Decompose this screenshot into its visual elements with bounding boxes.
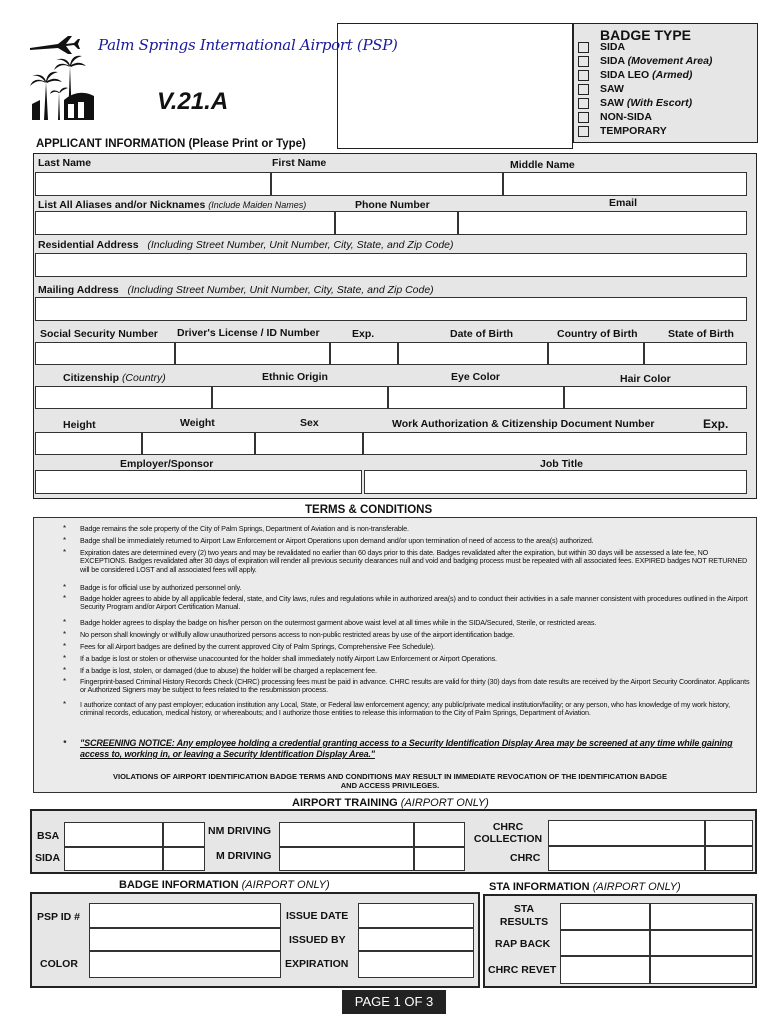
exp2-label: Exp.: [703, 417, 729, 431]
terms-item: * If a badge is lost or stolen or otherwise unaccounted for the holder shall immediately notify Airport Law Enforcement or Airport Operations.: [63, 654, 497, 663]
citizenship-label: Citizenship (Country): [63, 372, 166, 384]
terms-item: * Expiration dates are determined every (2) two years and may be revalidated no earlier than 60 days prior to this date. Badges revalidated after the expiration, but within 30 days will be assessed a late fee, NO EXCEPTIONS. Badges revalidated after 30 days of expiration will render all previous security clearances null and void and badging process must be repeated with all associated fees. EXPIRED badges NOT RETURNED will be considered LOST and all associated fees will apply.: [63, 548, 748, 574]
terms-item: * Badge remains the sole property of the City of Palm Springs, Department of Aviation and is non-transferable.: [63, 524, 409, 533]
exp-input[interactable]: [330, 342, 398, 365]
hair-label: Hair Color: [620, 373, 671, 385]
sta-results-input[interactable]: [560, 903, 650, 930]
cob-input[interactable]: [548, 342, 644, 365]
mailing-input[interactable]: [35, 297, 747, 321]
nm-driving-input[interactable]: [279, 822, 414, 847]
ssn-label: Social Security Number: [40, 328, 158, 340]
photo-box: [337, 23, 573, 149]
sex-label: Sex: [300, 417, 319, 429]
last-name-label: Last Name: [38, 157, 92, 169]
employer-input[interactable]: [35, 470, 362, 494]
sex-input[interactable]: [255, 432, 363, 455]
rap-back-label: RAP BACK: [495, 938, 551, 950]
m-driving-input[interactable]: [279, 847, 414, 871]
applicant-section-title: APPLICANT INFORMATION (Please Print or Type): [36, 138, 306, 150]
terms-item: * Badge holder agrees to abide by all applicable federal, state, and City laws, rules and regulations while in authorized area(s) and to conduct their activities in a safe manner consistent with procedures outlined in the Airport Security Program and/or Airport Certification Manual.: [63, 594, 748, 612]
form-version: V.21.A: [157, 88, 229, 115]
rap-back-date-input[interactable]: [650, 930, 753, 956]
chrc-collection-label: CHRC COLLECTION: [473, 821, 543, 845]
terms-item: * Badge shall be immediately returned to Airport Law Enforcement or Airport Operations upon demand and/or upon termination of need of access to the area(s) authorized.: [63, 536, 594, 545]
ethnic-input[interactable]: [212, 386, 388, 409]
m-driving-date-input[interactable]: [414, 847, 465, 871]
email-label: Email: [609, 197, 638, 209]
issue-date-label: ISSUE DATE: [286, 910, 349, 922]
m-driving-label: M DRIVING: [216, 850, 272, 862]
residential-input[interactable]: [35, 253, 747, 277]
badge-option-saw: SAW: [600, 83, 624, 95]
chrc-collection-input[interactable]: [548, 820, 705, 846]
sob-input[interactable]: [644, 342, 747, 365]
checkbox-sida-leo[interactable]: [578, 70, 589, 81]
dl-label: Driver's License / ID Number: [177, 327, 320, 339]
work-auth-label: Work Authorization & Citizenship Document Number: [392, 418, 655, 430]
bsa-date-input[interactable]: [163, 822, 205, 847]
checkbox-non-sida[interactable]: [578, 112, 589, 123]
middle-name-input[interactable]: [503, 172, 747, 196]
height-label: Height: [63, 419, 96, 431]
work-auth-input[interactable]: [363, 432, 747, 455]
sta-results-label: STA RESULTS: [499, 903, 549, 928]
eye-input[interactable]: [388, 386, 564, 409]
badge-info-title: BADGE INFORMATION (AIRPORT ONLY): [119, 879, 330, 891]
psp-id-extra-input[interactable]: [89, 928, 281, 951]
chrc-date-input[interactable]: [705, 846, 753, 871]
sta-results-date-input[interactable]: [650, 903, 753, 930]
ssn-input[interactable]: [35, 342, 175, 365]
employer-label: Employer/Sponsor: [120, 458, 214, 470]
terms-item: * Fingerprint-based Criminal History Records Check (CHRC) processing fees must be paid in advance. CHRC results are valid for thirty (30) days from date results are received by the Airport Security Coordinator. Applicants or Authorized Signers may be subject to fees related to the resubmission process.: [63, 677, 750, 695]
bsa-label: BSA: [37, 830, 60, 842]
sta-info-title: STA INFORMATION (AIRPORT ONLY): [489, 881, 681, 893]
badge-type-title: BADGE TYPE: [600, 27, 692, 43]
violations-notice: VIOLATIONS OF AIRPORT IDENTIFICATION BADGE TERMS AND CONDITIONS MAY RESULT IN IMMEDIATE REVOCATION OF THE IDENTIFICATION BADGE AND ACCESS PRIVILEGES.: [112, 772, 668, 790]
height-input[interactable]: [35, 432, 142, 455]
airport-logo: [28, 30, 108, 122]
citizenship-input[interactable]: [35, 386, 212, 409]
ethnic-label: Ethnic Origin: [262, 371, 328, 383]
checkbox-temporary[interactable]: [578, 126, 589, 137]
weight-label: Weight: [180, 417, 215, 429]
eye-label: Eye Color: [451, 371, 501, 383]
psp-id-label: PSP ID #: [37, 911, 80, 923]
terms-item: * No person shall knowingly or willfully allow unauthorized persons access to non-public restricted areas by use of the airport identification badge.: [63, 630, 515, 639]
chrc-label: CHRC: [510, 852, 541, 864]
rap-back-input[interactable]: [560, 930, 650, 956]
first-name-input[interactable]: [271, 172, 503, 196]
weight-input[interactable]: [142, 432, 255, 455]
middle-name-label: Middle Name: [510, 159, 575, 171]
screening-notice: * "SCREENING NOTICE: Any employee holding a credential granting access to a Security Identification Display Area may be screened at any time while gaining access to, working in, or leaving a Security Identification Display Area.": [63, 738, 733, 759]
sida-training-input[interactable]: [64, 847, 163, 871]
cob-label: Country of Birth: [557, 328, 638, 340]
first-name-label: First Name: [272, 157, 327, 169]
color-input[interactable]: [89, 951, 281, 978]
nm-driving-date-input[interactable]: [414, 822, 465, 847]
chrc-input[interactable]: [548, 846, 705, 871]
nm-driving-label: NM DRIVING: [208, 825, 271, 837]
airport-name: Palm Springs International Airport (PSP): [98, 36, 398, 54]
badge-option-non-sida: NON-SIDA: [600, 111, 652, 123]
checkbox-sida[interactable]: [578, 42, 589, 53]
checkbox-saw[interactable]: [578, 84, 589, 95]
checkbox-sida-movement[interactable]: [578, 56, 589, 67]
hair-input[interactable]: [564, 386, 747, 409]
issued-by-input[interactable]: [358, 928, 474, 951]
exp-label: Exp.: [352, 328, 375, 340]
terms-item: * Badge is for official use by authorized personnel only.: [63, 583, 242, 592]
dob-input[interactable]: [398, 342, 548, 365]
terms-title: TERMS & CONDITIONS: [305, 504, 433, 516]
terms-item: * Badge holder agrees to display the badge on his/her person on the outermost garment above waist level at all times while in the SIDA/Secured, Sterile, or restricted areas.: [63, 618, 597, 627]
badge-option-sida: SIDA: [600, 41, 626, 53]
chrc-revet-label: CHRC REVET: [488, 964, 557, 976]
sida-training-date-input[interactable]: [163, 847, 205, 871]
dl-input[interactable]: [175, 342, 330, 365]
sob-label: State of Birth: [668, 328, 734, 340]
chrc-collection-date-input[interactable]: [705, 820, 753, 846]
page-indicator: PAGE 1 OF 3: [342, 990, 446, 1014]
chrc-revet-input[interactable]: [560, 956, 650, 984]
terms-item: * Fees for all Airport badges are defined by the current approved City of Palm Springs, Comprehensive Fee Schedule).: [63, 642, 435, 651]
bsa-input[interactable]: [64, 822, 163, 847]
sida-training-label: SIDA: [35, 852, 61, 864]
aliases-label: List All Aliases and/or Nicknames (Include Maiden Names): [38, 199, 307, 211]
terms-item: * If a badge is lost, stolen, or damaged (due to abuse) the holder will be charged a replacement fee.: [63, 666, 377, 675]
dob-label: Date of Birth: [450, 328, 513, 340]
mailing-label: Mailing Address (Including Street Number, Unit Number, City, State, and Zip Code): [38, 284, 434, 296]
last-name-input[interactable]: [35, 172, 271, 196]
phone-label: Phone Number: [355, 199, 430, 211]
phone-input[interactable]: [335, 211, 458, 235]
psp-id-input[interactable]: [89, 903, 281, 928]
checkbox-saw-escort[interactable]: [578, 98, 589, 109]
issued-by-label: ISSUED BY: [289, 934, 346, 946]
chrc-revet-date-input[interactable]: [650, 956, 753, 984]
issue-date-input[interactable]: [358, 903, 474, 928]
color-label: COLOR: [40, 958, 78, 970]
badge-option-sida-leo: SIDA LEO (Armed): [600, 69, 693, 81]
badge-option-saw-escort: SAW (With Escort): [600, 97, 693, 109]
residential-label: Residential Address (Including Street Number, Unit Number, City, State, and Zip Code): [38, 239, 454, 251]
job-title-input[interactable]: [364, 470, 747, 494]
training-title: AIRPORT TRAINING (AIRPORT ONLY): [292, 797, 489, 809]
badge-option-temporary: TEMPORARY: [600, 125, 667, 137]
aliases-input[interactable]: [35, 211, 335, 235]
job-title-label: Job Title: [540, 458, 583, 470]
expiration-label: EXPIRATION: [285, 958, 349, 970]
email-input[interactable]: [458, 211, 747, 235]
terms-item: * I authorize contact of any past employer; education institution any Local, State, or Federal law enforcement agency; any public/private medical institution/facility; or any person, who has knowledge of my work history, criminal records, education, medical history, or whereabouts; and I authorize those entities to release this information to the City of Palm Springs, Department of Aviation.: [63, 700, 730, 718]
badge-option-sida-movement: SIDA (Movement Area): [600, 55, 713, 67]
expiration-input[interactable]: [358, 951, 474, 978]
